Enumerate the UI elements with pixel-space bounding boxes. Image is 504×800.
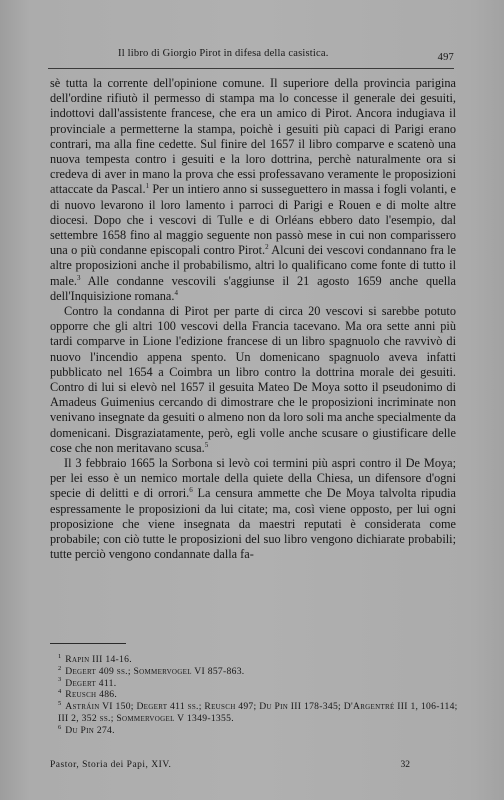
body-text	[50, 76, 456, 563]
footnote: $^5$ Astráin VI 150; Degert 411 ss.; Reusch 497; Du Pin III 178-345; D'Argentré III 1, 106-114; III 2, 352 ss.; Sommervogel V 1349-1355.	[58, 700, 458, 724]
footnote: $^2$ Degert 409 ss.; Sommervogel VI 857-863.	[58, 664, 245, 677]
footnote-ref-6: 6	[189, 486, 193, 495]
footnote: $^3$ Degert 411.	[58, 676, 117, 689]
paragraph-1: sè tutta la corrente dell'opinione comune. Il superiore della provincia parigina dell'ordine rifiutò il permesso di stampa ma lo concesse il generale dei gesuiti, indottovi dall'assistente francese, che era un amico di Pirot. Ancora indugiava il provinciale a permetterne la stampa, poichè i gesuiti più capaci di Parigi erano contrari, ma alla fine cedette. Sul finire del 1657 il libro comparve e scatenò una nuova tempesta contro i gesuiti e la loro dottrina, perchè naturalmente ora si credeva di aver in mano la prova che essi professavano veramente le proposizioni attaccate da Pascal.$^1$ Per un intiero anno si susseguettero in massa i fogli volanti, e di nuovo levarono il loro lamento i parroci di Parigi e Rouen e di molte altre diocesi. Dopo che i vescovi di Tulle e di Orléans ebbero dato l'esempio, dal settembre 1658 fino al maggio seguente non passò mese in cui non comparissero una o più condanne episcopali contro Pirot.$^2$ Alcuni dei vescovi condannano fra le altre proposizioni anche il probabilismo, altri lo qualificano come fonte di tutto il male.$^3$ Alle condanne vescovili s'aggiunse il 21 agosto 1659 anche quella dell'Inquisizione romana.$^4$	[50, 76, 456, 303]
signature-mark: 32	[400, 760, 410, 770]
page-number: 497	[437, 52, 454, 63]
footnote: $^6$ Du Pin 274.	[58, 723, 115, 736]
header-rule	[48, 68, 454, 69]
footnote-ref-5: 5	[204, 440, 209, 449]
footnote-ref-2: 2	[265, 243, 269, 252]
footnote-rule	[50, 643, 126, 644]
footnote-ref-4: 4	[174, 288, 178, 297]
footnote: $^1$ Rapin III 14-16.	[58, 652, 132, 665]
running-title: Il libro di Giorgio Pirot in difesa della casistica.	[118, 48, 329, 59]
footnotes	[48, 654, 458, 737]
source-line: Pastor, Storia dei Papi, XIV.	[50, 760, 172, 770]
footnote-ref-3: 3	[76, 273, 81, 282]
paragraph-3: Il 3 febbraio 1665 la Sorbona si levò coi termini più aspri contro il De Moya; per lei esso è un nemico mortale della quiete della Chiesa, un difensore d'ogni specie di delitti e di orrori.$^6$ La censura ammette che De Moya talvolta ripudia espressamente le proposizioni da lui citate; ma, così viene opposto, per lui ogni proposizione che viene insegnata da maestri reputati è considerata come probabile; con ciò tutte le proposizioni del suo libro vengono dichiarate probabili; tutte perciò vengono condannate dalla fa-	[50, 456, 456, 562]
footnote-ref-1: 1	[145, 182, 150, 191]
footnote: $^4$ Reusch 486.	[58, 688, 118, 701]
paragraph-2: Contro la condanna di Pirot per parte di circa 20 vescovi si sarebbe potuto opporre che gli altri 100 vescovi della Francia tacevano. Ma ora sette anni più tardi comparve in Lione l'edizione francese di un libro spagnuolo che ravvivò di nuovo l'incendio appena spento. Un domenicano spagnuolo aveva infatti pubblicato nel 1654 a Coimbra un libro contro la dottrina morale dei gesuiti. Contro di lui si elevò nel 1657 il gesuita Mateo De Moya sotto il pseudonimo di Amadeus Guimenius cercando di dimostrare che le proposizioni incriminate non venivano insegnate da gesuiti o almeno non da loro soli ma anche specialmente da domenicani. Disgraziatamente, però, egli volle anche scusare o giustificare delle cose che non meritavano scusa.$^5$	[50, 304, 456, 455]
